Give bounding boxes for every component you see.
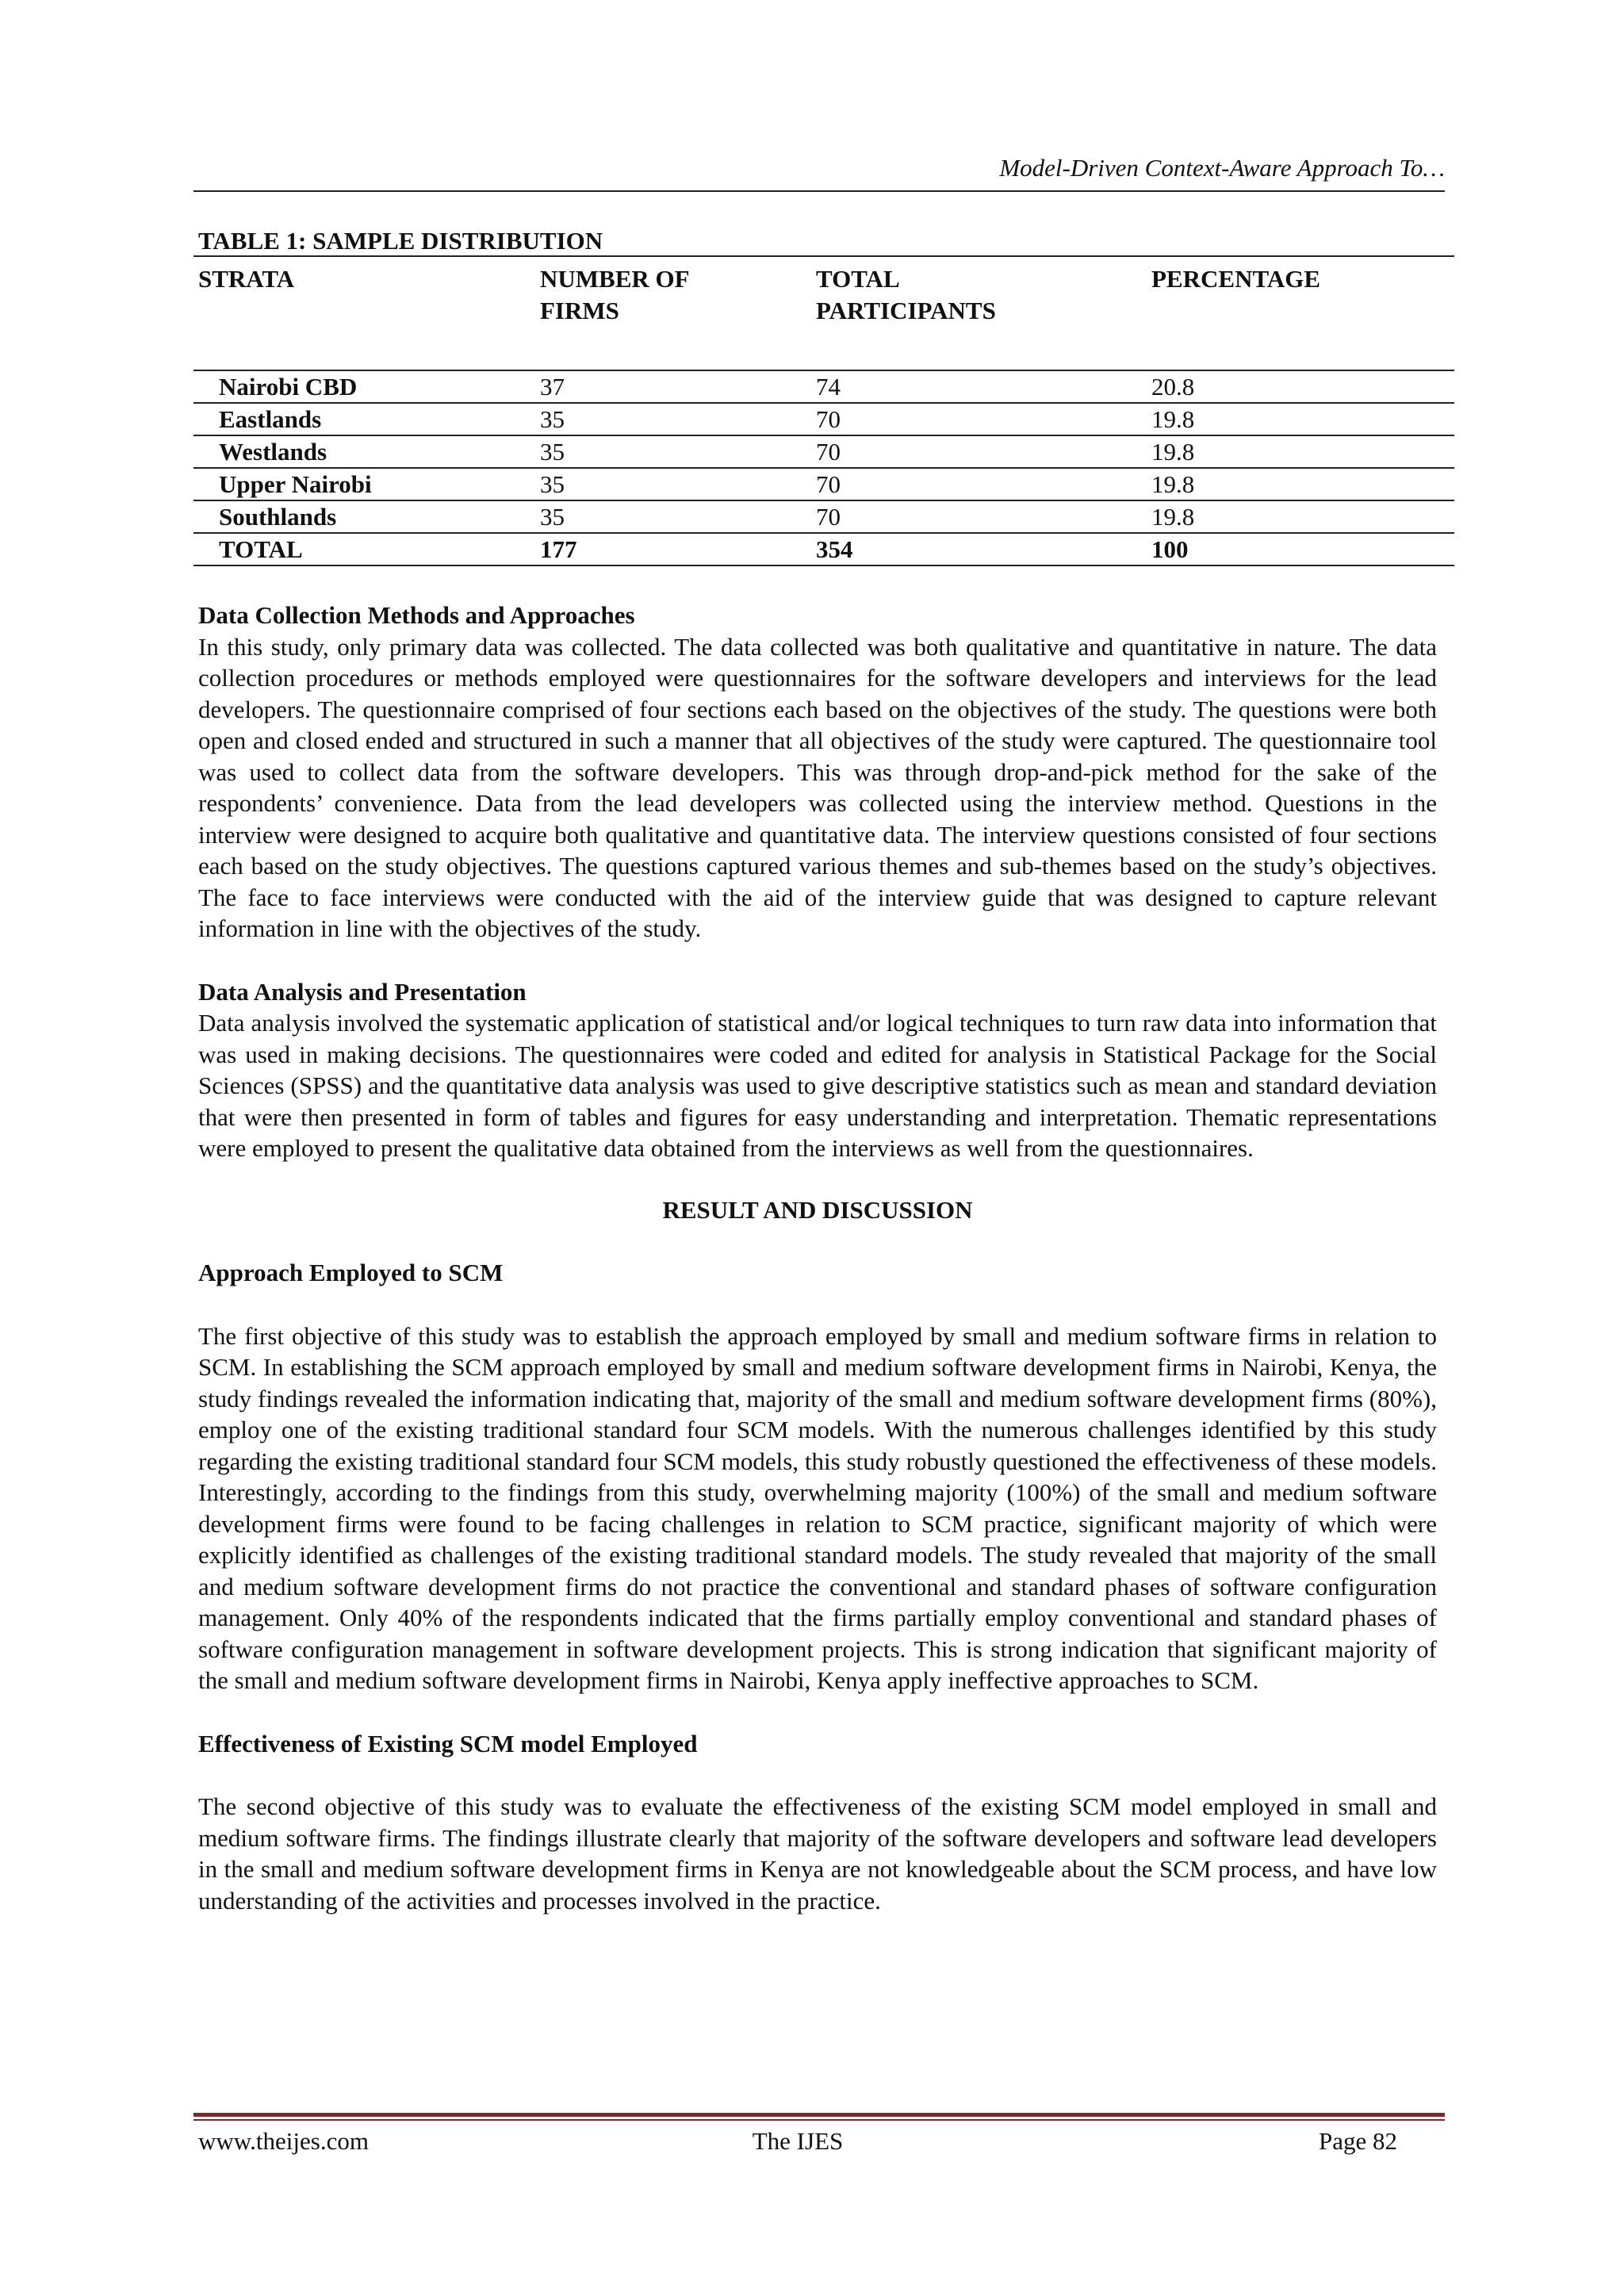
cell-percentage: 19.8 [1151,435,1454,468]
cell-percentage: 19.8 [1151,500,1454,533]
cell-percentage: 19.8 [1151,403,1454,435]
table-row [193,468,1454,500]
results-heading: RESULT AND DISCUSSION [662,1195,973,1224]
data-collection-heading: Data Collection Methods and Approaches [198,601,635,629]
cell-total-percentage: 100 [1151,533,1454,565]
cell-strata: Nairobi CBD [193,370,540,403]
header-firms-line1: NUMBER OF [540,265,690,293]
cell-firms: 35 [540,468,816,500]
footer-rule [193,2113,1445,2117]
header-number-of-firms [540,256,816,370]
footer-rule-thin [193,2119,1445,2121]
cell-strata: Southlands [193,500,540,533]
cell-participants: 70 [816,403,1151,435]
approach-heading: Approach Employed to SCM [198,1259,504,1286]
data-analysis-paragraph: Data analysis involved the systematic application of statistical and/or logical techniques to turn raw data into information that was used in making decisions. The questionnaires were coded and edited for analysis in Statistical Package for the Social Sciences (SPSS) and the quantitative data analysis was used to give descriptive statistics such as mean and standard deviation that were then presented in form of tables and figures for easy understanding and interpretation. Thematic representations were employed to present the qualitative data obtained from the interviews as well from the questionnaires. [198,1009,1437,1162]
cell-firms: 35 [540,403,816,435]
cell-strata: Eastlands [193,403,540,435]
table-row [193,435,1454,468]
cell-total-label: TOTAL [193,533,540,565]
cell-total-firms: 177 [540,533,816,565]
table-row [193,403,1454,435]
cell-firms: 35 [540,500,816,533]
table-header-row [193,256,1454,370]
cell-participants: 70 [816,500,1151,533]
effectiveness-paragraph: The second objective of this study was to evaluate the effectiveness of the existing SCM model employed in small and medium software firms. The findings illustrate clearly that majority of the software developers and software lead developers in the small and medium software development firms in Kenya are not knowledgeable about the SCM process, and have low understanding of the activities and processes involved in the practice. [198,1792,1437,1915]
effectiveness-heading: Effectiveness of Existing SCM model Employed [198,1729,698,1757]
cell-strata: Westlands [193,435,540,468]
header-firms-line2: FIRMS [540,297,619,324]
cell-participants: 74 [816,370,1151,403]
cell-total-participants: 354 [816,533,1151,565]
table-row [193,370,1454,403]
header-participants-line2: PARTICIPANTS [816,297,996,324]
data-analysis-heading: Data Analysis and Presentation [198,977,527,1006]
sample-distribution-table-block [193,227,1454,566]
table-row [193,500,1454,533]
header-strata: STRATA [193,256,540,370]
footer-page-number: Page 82 [1318,2127,1397,2155]
sample-distribution-table [193,255,1454,566]
approach-paragraph: The first objective of this study was to establish the approach employed by small and medium software firms in relation to SCM. In establishing the SCM approach employed by small and medium software development firms in Nairobi, Kenya, the study findings revealed the information indicating that, majority of the small and medium software development firms (80%), employ one of the existing traditional standard four SCM models. With the numerous challenges identified by this study regarding the existing traditional standard four SCM models, this study robustly questioned the effectiveness of these models. Interestingly, according to the findings from this study, overwhelming majority (100%) of the small and medium software development firms were found to be facing challenges in relation to SCM practice, significant majority of which were explicitly identified as challenges of the existing traditional standard models. The study revealed that majority of the small and medium software development firms do not practice the conventional and standard phases of software configuration management. Only 40% of the respondents indicated that the firms partially employ conventional and standard phases of software configuration management in software development projects. This is strong indication that significant majority of the small and medium software development firms in Nairobi, Kenya apply ineffective approaches to SCM. [198,1321,1437,1694]
cell-firms: 35 [540,435,816,468]
running-header: Model-Driven Context-Aware Approach To… [999,154,1445,182]
cell-firms: 37 [540,370,816,403]
table-caption: TABLE 1: SAMPLE DISTRIBUTION [198,227,603,255]
footer-journal: The IJES [752,2127,844,2155]
cell-participants: 70 [816,435,1151,468]
cell-participants: 70 [816,468,1151,500]
cell-percentage: 20.8 [1151,370,1454,403]
footer-website: www.theijes.com [198,2127,369,2155]
data-collection-paragraph: In this study, only primary data was collected. The data collected was both qualitative and quantitative in nature. The data collection procedures or methods employed were questionnaires for the software developers and interviews for the lead developers. The questionnaire comprised of four sections each based on the objectives of the study. The questions were both open and closed ended and structured in such a manner that all objectives of the study were captured. The questionnaire tool was used to collect data from the software developers. This was through drop-and-pick method for the sake of the respondents’ convenience. Data from the lead developers was collected using the interview method. Questions in the interview were designed to acquire both qualitative and quantitative data. The interview questions consisted of four sections each based on the study objectives. The questions captured various themes and sub-themes based on the study’s objectives. The face to face interviews were conducted with the aid of the interview guide that was designed to capture relevant information in line with the objectives of the study. [198,632,1437,942]
header-participants-line1: TOTAL [816,265,900,293]
header-percentage: PERCENTAGE [1151,256,1454,370]
header-total-participants [816,256,1151,370]
table-total-row [193,533,1454,565]
article-body [198,600,1437,1916]
cell-strata: Upper Nairobi [193,468,540,500]
cell-percentage: 19.8 [1151,468,1454,500]
header-rule [193,190,1445,192]
